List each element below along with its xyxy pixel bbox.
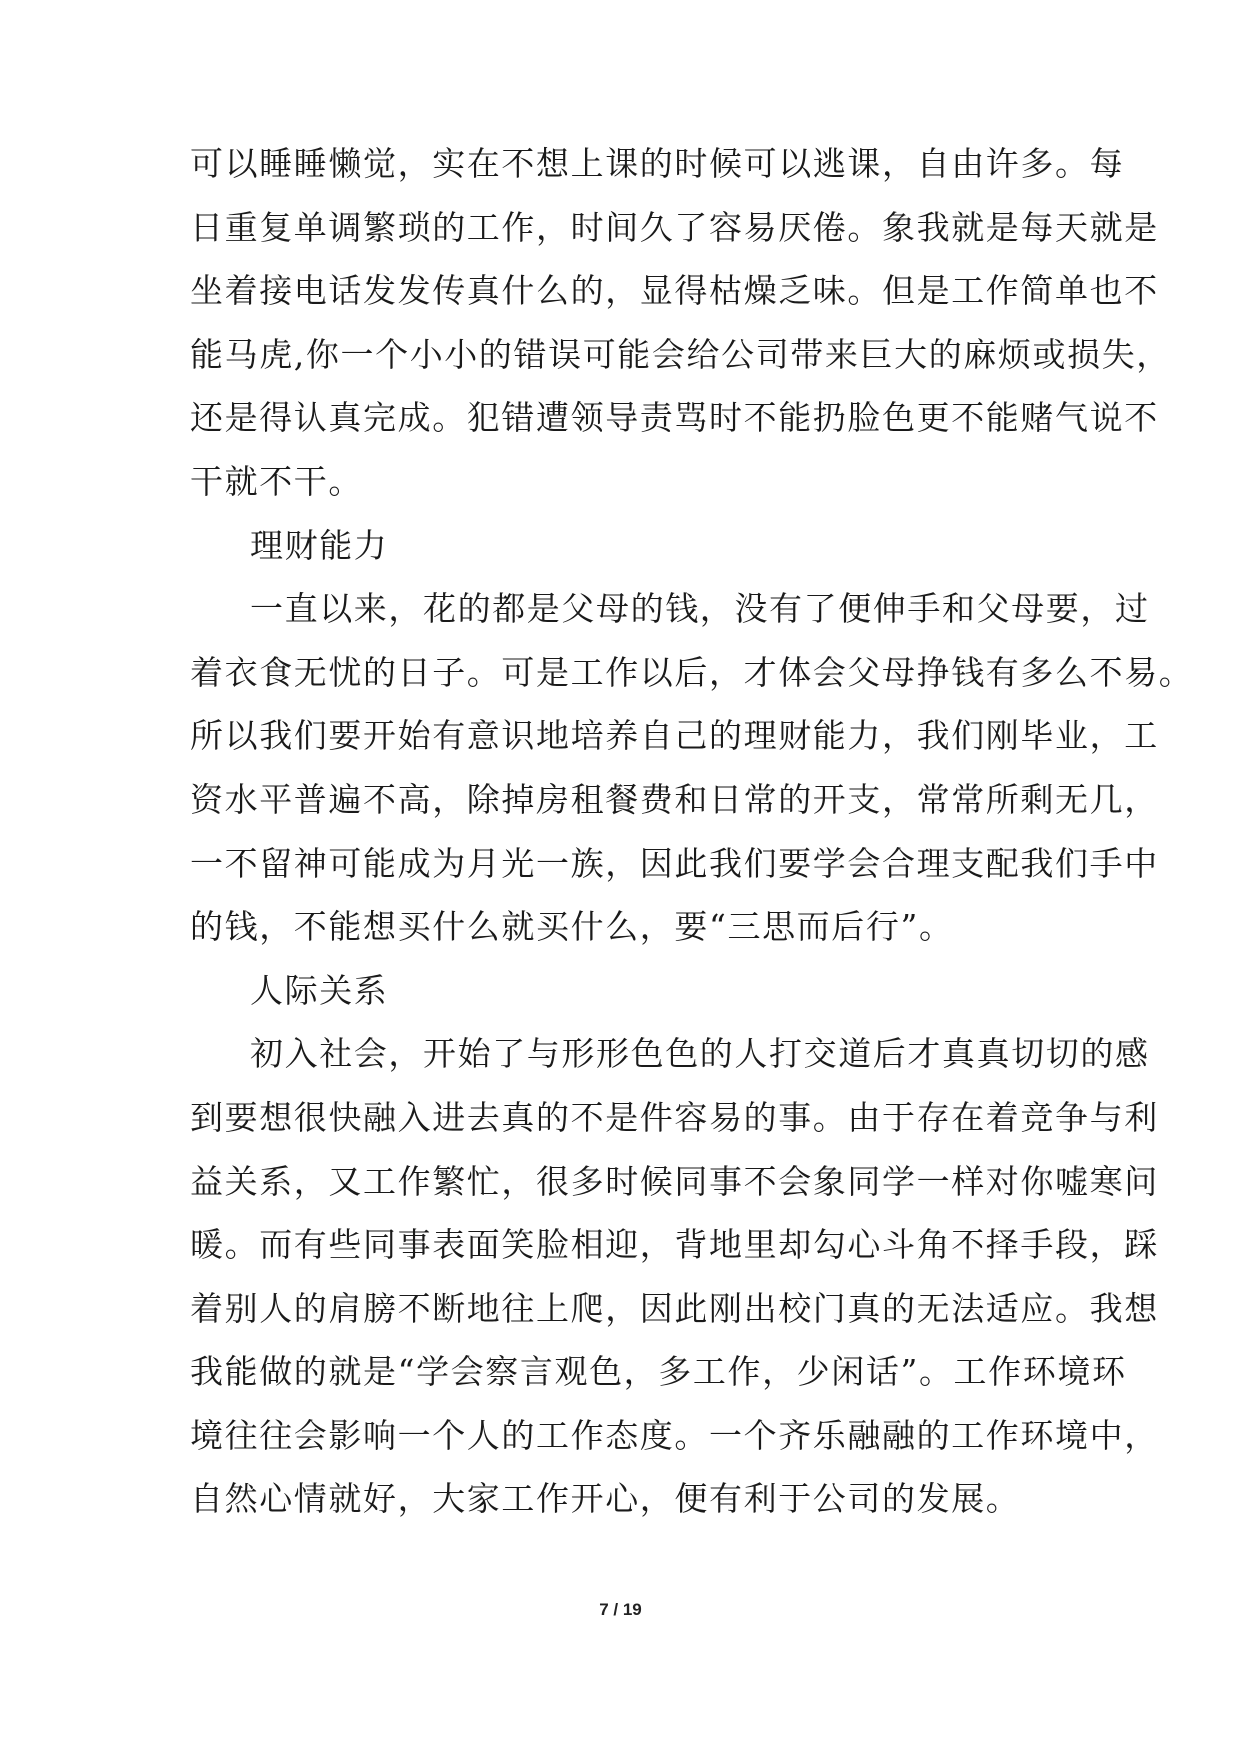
section-heading: 理财能力: [250, 525, 389, 565]
text-line: 能马虎,你一个小小的错误可能会给公司带来巨大的麻烦或损失，: [190, 334, 1171, 374]
text-line: 坐着接电话发发传真什么的，显得枯燥乏味。但是工作简单也不: [190, 271, 1159, 311]
text-line: 自然心情就好，大家工作开心，便有利于公司的发展。: [190, 1479, 1021, 1519]
text-line: 日重复单调繁琐的工作，时间久了容易厌倦。象我就是每天就是: [190, 207, 1159, 247]
page-number: 7 / 19: [599, 1600, 642, 1619]
text-line: 干就不干。: [190, 461, 363, 501]
text-line: 的钱，不能想买什么就买什么，要“三思而后行”。: [190, 907, 954, 947]
text-line: 暖。而有些同事表面笑脸相迎，背地里却勾心斗角不择手段，踩: [190, 1225, 1159, 1265]
text-line: 到要想很快融入进去真的不是件容易的事。由于存在着竞争与利: [190, 1097, 1159, 1137]
text-line: 所以我们要开始有意识地培养自己的理财能力，我们刚毕业，工: [190, 716, 1159, 756]
text-line: 我能做的就是“学会察言观色，多工作，少闲话”。工作环境环: [190, 1352, 1127, 1392]
body-text: [190, 132, 1194, 1531]
text-line: 着衣食无忧的日子。可是工作以后，才体会父母挣钱有多么不易。: [190, 652, 1194, 692]
text-line: 可以睡睡懒觉，实在不想上课的时候可以逃课，自由许多。每: [190, 144, 1125, 183]
text-line: 还是得认真完成。犯错遭领导责骂时不能扔脸色更不能赌气说不: [190, 398, 1159, 438]
text-line: 一不留神可能成为月光一族，因此我们要学会合理支配我们手中: [190, 843, 1159, 883]
text-line: 着别人的肩膀不断地往上爬，因此刚出校门真的无法适应。我想: [190, 1288, 1159, 1328]
text-line: 初入社会，开始了与形形色色的人打交道后才真真切切的感: [250, 1034, 1150, 1074]
text-line: 益关系，又工作繁忙，很多时候同事不会象同学一样对你嘘寒问: [190, 1161, 1159, 1201]
text-line: 资水平普遍不高，除掉房租餐费和日常的开支，常常所剩无几，: [190, 779, 1159, 819]
text-line: 一直以来，花的都是父母的钱，没有了便伸手和父母要，过: [250, 589, 1150, 629]
section-heading: 人际关系: [250, 970, 389, 1010]
text-line: 境往往会影响一个人的工作态度。一个齐乐融融的工作环境中，: [190, 1415, 1159, 1455]
